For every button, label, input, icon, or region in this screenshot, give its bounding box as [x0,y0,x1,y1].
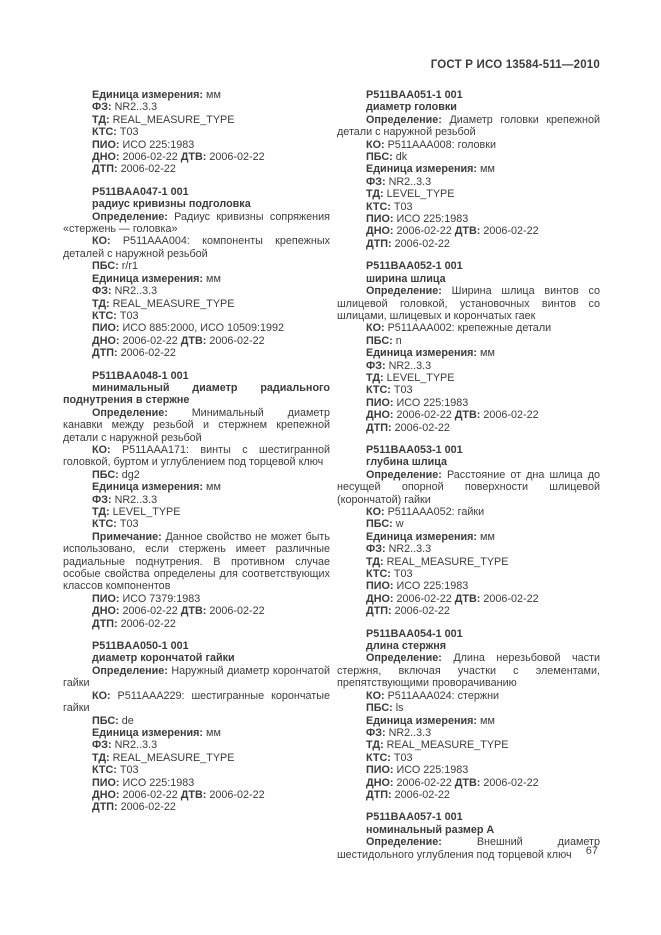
field-value: NR2..3.3 [388,175,432,188]
entry-code [337,260,600,272]
field-value: 2006-02-22 [122,605,181,618]
field-value: мм [480,714,495,727]
field-label: минимальный диаметр радиального поднутрения в стержне [63,381,330,407]
field-value: NR2..3.3 [388,726,432,739]
field-label: ТД: [366,188,387,201]
field-label: Определение: [366,652,454,665]
fz-line [63,739,330,751]
ko-line [337,322,600,334]
pio-line [337,764,600,776]
ko-line [337,506,600,518]
field-value: REAL_MEASURE_TYPE [112,297,235,310]
field-value: мм [480,163,495,176]
td-line [63,752,330,764]
dno-dtv-line [337,225,600,237]
field-value: 2006-02-22 [209,151,265,164]
fz-line [337,727,600,739]
field-label: радиус кривизны подголовка [92,198,251,211]
definition-line [337,285,600,322]
field-label: КО: [366,322,388,335]
field-label: ширина шлица [366,272,446,285]
field-label: КТС: [92,764,120,777]
dno-dtv-line [337,777,600,789]
definition-line [337,114,600,139]
pio-line [337,397,600,409]
field-value: мм [206,481,221,494]
entry-p511baa047 [63,186,330,360]
entry-title [337,824,600,836]
fz-line [63,494,330,506]
field-value: P511AAA008: головки [387,138,497,151]
field-label: P511BAA057-1 001 [366,811,463,824]
column-left [63,89,330,861]
entry-title [63,382,330,407]
field-value: Т03 [119,764,139,777]
field-value: ИСО 885:2000, ИСО 10509:1992 [122,322,285,335]
field-value: r/r1 [121,260,138,273]
entry-continuation [63,89,330,176]
field-label: ТД: [92,297,113,310]
dtp-line [63,618,330,630]
field-label: P511BAA051-1 001 [366,89,463,101]
td-line [63,298,330,310]
entry-p511baa052 [337,260,600,434]
field-value: мм [480,347,495,360]
entry-p511baa050 [63,640,330,814]
td-line [337,739,600,751]
entry-p511baa054 [337,628,600,802]
field-label: КО: [92,689,118,702]
dtp-line [337,605,600,617]
field-label: Определение: [366,113,450,126]
definition-line [63,665,330,690]
field-value: de [121,714,134,727]
td-line [337,372,600,384]
kts-line [63,310,330,322]
field-value: мм [480,530,495,543]
field-label: Определение: [92,664,172,677]
field-value: NR2..3.3 [388,543,432,556]
field-value: мм [206,89,221,101]
field-value: REAL_MEASURE_TYPE [112,113,235,126]
field-value: P511AAA229: шестигранные корончатые гайки [63,689,330,715]
field-value: LEVEL_TYPE [386,371,455,384]
field-label: P511BAA050-1 001 [92,640,189,653]
dtp-line [63,347,330,359]
field-value: n [395,334,402,347]
kts-line [337,384,600,396]
note-line [63,531,330,593]
field-label: ПИО: [92,322,123,335]
field-label: ДТП: [366,237,395,250]
field-label: ФЗ: [366,726,389,739]
kts-line [337,568,600,580]
field-label: ДНО: [92,334,123,347]
field-label: ПБС: [92,714,122,727]
entry-code [337,628,600,640]
field-label: ПБС: [366,334,396,347]
field-label: ТД: [366,371,387,384]
field-value: P511AAA171: винты с шестигранной головкой, буртом и углублением под торцевой ключ [63,443,330,469]
kts-line [337,201,600,213]
dno-dtv-line [63,151,330,163]
field-label: ДТП: [92,347,121,360]
pio-line [337,580,600,592]
kts-line [63,126,330,138]
field-value: 2006-02-22 [483,225,539,238]
kts-line [63,518,330,530]
pbs-line [337,151,600,163]
field-value: NR2..3.3 [388,359,432,372]
field-label: ТД: [92,506,113,518]
fz-line [63,101,330,113]
pio-line [63,777,330,789]
pbs-line [63,260,330,272]
field-value: 2006-02-22 [122,334,181,347]
field-label: ДТП: [92,801,121,814]
field-label: Определение: [92,406,192,419]
field-label: P511BAA052-1 001 [366,260,463,273]
definition-line [337,469,600,506]
field-label: ДТВ: [454,776,484,789]
td-line [337,188,600,200]
field-label: Единица измерения: [366,163,481,176]
field-label: ТД: [92,751,113,764]
field-value: 2006-02-22 [394,605,450,618]
field-label: ТД: [366,555,387,568]
pbs-line [63,715,330,727]
field-label: ПИО: [366,580,397,593]
field-value: 2006-02-22 [394,421,450,434]
entry-title [337,640,600,652]
fz-line [337,360,600,372]
field-label: ДНО: [366,592,397,605]
field-label: КО: [366,689,388,702]
field-label: ТД: [366,739,387,752]
dtp-line [337,422,600,434]
field-value: Длина нерезьбовой части стержня, включая участки с элементами, препятствующими проворачиванию [337,652,600,690]
field-label: КО: [366,506,388,518]
field-label: ПИО: [92,776,123,789]
field-label: Определение: [366,468,447,481]
td-line [63,506,330,518]
field-value: 2006-02-22 [396,776,455,789]
entry-code [63,640,330,652]
field-value: NR2..3.3 [114,739,158,752]
unit-line [63,273,330,285]
field-label: КО: [92,443,122,456]
field-label: ПИО: [92,138,123,151]
field-value: 2006-02-22 [483,409,539,422]
pbs-line [337,702,600,714]
field-label: длина стержня [366,640,447,653]
field-label: ДНО: [92,788,123,801]
field-value: P511AAA024: стержни [387,689,500,702]
field-label: Единица измерения: [92,272,207,285]
entry-code [337,444,600,456]
td-line [63,114,330,126]
page-number: 67 [585,845,598,857]
field-label: ФЗ: [366,175,389,188]
field-label: ДНО: [92,151,123,164]
field-value: 2006-02-22 [122,788,181,801]
field-value: ИСО 225:1983 [396,580,469,593]
field-label: ПИО: [366,213,397,226]
field-value: w [395,518,404,531]
field-value: Внешний диаметр шестидольного углубления под торцевой ключ [337,836,600,861]
field-label: P511BAA047-1 001 [92,185,189,198]
ko-line [63,444,330,469]
field-value: Т03 [393,751,413,764]
field-value: 2006-02-22 [396,592,455,605]
field-value: Минимальный диаметр канавки между резьбой и стержнем крепежной детали с наружной резьбой [63,406,330,444]
field-value: NR2..3.3 [114,493,158,506]
field-label: Определение: [366,836,477,849]
field-label: Единица измерения: [92,726,207,739]
field-label: ПБС: [92,260,122,273]
field-label: P511BAA048-1 001 [92,369,189,382]
field-label: ФЗ: [92,285,115,298]
dno-dtv-line [337,409,600,421]
field-value: 2006-02-22 [120,163,176,176]
field-label: ДТВ: [180,788,210,801]
field-value: dk [395,151,408,164]
field-label: КО: [92,235,123,248]
entry-title [63,198,330,210]
page-footer [63,845,598,857]
field-value: LEVEL_TYPE [386,188,455,201]
content-columns [63,89,600,861]
kts-line [337,752,600,764]
field-value: NR2..3.3 [114,101,158,114]
entry-code [63,370,330,382]
field-label: диаметр корончатой гайки [92,652,235,665]
field-label: Единица измерения: [92,481,207,494]
page-header [63,59,600,71]
field-value: 2006-02-22 [483,776,539,789]
unit-line [337,347,600,359]
field-label: ДТП: [92,617,121,630]
field-label: ДТП: [366,788,395,801]
field-label: ДТП: [366,421,395,434]
field-value: Т03 [119,309,139,322]
field-value: 2006-02-22 [120,347,176,360]
kts-line [63,764,330,776]
ko-line [63,235,330,260]
field-value: ИСО 225:1983 [122,776,195,789]
entry-title [337,101,600,113]
field-label: ПБС: [366,702,396,715]
field-label: КТС: [366,751,394,764]
field-label: номинальный размер А [366,823,495,836]
entry-code [337,89,600,101]
entry-p511baa051 [337,89,600,250]
pbs-line [337,335,600,347]
dno-dtv-line [63,335,330,347]
field-value: P511AAA002: крепежные детали [387,322,552,335]
field-value: dg2 [121,468,140,481]
field-value: Т03 [393,200,413,213]
pbs-line [337,518,600,530]
unit-line [337,531,600,543]
dtp-line [337,238,600,250]
field-label: КТС: [92,309,120,322]
field-value: ИСО 225:1983 [396,213,469,226]
definition-line [337,652,600,689]
field-label: P511BAA054-1 001 [366,627,463,640]
field-value: P511AAA004: компоненты крепежных деталей с наружной резьбой [63,235,330,260]
dtp-line [63,801,330,813]
field-value: 2006-02-22 [396,409,455,422]
field-label: КТС: [366,568,394,581]
field-label: глубина шлица [366,456,448,469]
entry-code [63,186,330,198]
field-label: ДТП: [366,605,395,618]
field-label: Единица измерения: [92,89,207,101]
field-value: Т03 [393,384,413,397]
unit-line [63,481,330,493]
field-value: ИСО 225:1983 [396,764,469,777]
field-value: 2006-02-22 [209,605,265,618]
field-label: КО: [366,138,388,151]
dno-dtv-line [337,593,600,605]
field-label: Единица измерения: [366,347,481,360]
field-value: Т03 [119,518,139,531]
field-value: мм [206,726,221,739]
field-label: КТС: [92,518,120,531]
unit-line [63,89,330,101]
ko-line [337,690,600,702]
entry-title [337,273,600,285]
field-label: ПБС: [92,468,122,481]
standard-number: ГОСТ Р ИСО 13584-511—2010 [430,59,600,71]
field-label: ФЗ: [92,101,115,114]
entry-p511baa053 [337,444,600,618]
field-value: LEVEL_TYPE [112,506,181,518]
field-value: ИСО 7379:1983 [122,592,201,605]
field-label: ФЗ: [92,493,115,506]
td-line [337,556,600,568]
field-label: ДТВ: [180,151,210,164]
field-value: REAL_MEASURE_TYPE [386,739,509,752]
field-value: 2006-02-22 [209,788,265,801]
field-value: Ширина шлица винтов со шлицевой головкой, установочных винтов со шлицами, шлицевых и корончатых гаек [337,285,601,322]
field-value: Данное свойство не может быть использовано, если стержень имеет различные радиальные поднутрения. В противном случае особые свойства определены для соответствующих классов компонентов [63,530,331,593]
field-value: 2006-02-22 [394,237,450,250]
field-value: NR2..3.3 [114,285,158,298]
field-label: Единица измерения: [366,530,481,543]
field-label: ДТВ: [454,409,484,422]
entry-p511baa048 [63,370,330,631]
field-label: ДНО: [366,225,397,238]
field-label: ПИО: [366,396,397,409]
pio-line [63,322,330,334]
fz-line [337,543,600,555]
field-label: КТС: [92,126,120,139]
field-label: ДТВ: [454,225,484,238]
field-label: ДТВ: [180,334,210,347]
dtp-line [337,789,600,801]
dtp-line [63,163,330,175]
field-value: мм [206,272,221,285]
field-value: ls [395,702,404,715]
field-label: КТС: [366,384,394,397]
field-label: ПИО: [366,764,397,777]
dno-dtv-line [63,605,330,617]
dno-dtv-line [63,789,330,801]
definition-line [63,407,330,444]
field-value: 2006-02-22 [120,617,176,630]
field-label: Определение: [366,285,452,298]
field-label: ПБС: [366,151,396,164]
entry-code [337,811,600,823]
field-value: REAL_MEASURE_TYPE [386,555,509,568]
field-label: КТС: [366,200,394,213]
field-label: Примечание: [92,530,166,543]
field-label: ДНО: [366,776,397,789]
fz-line [63,285,330,297]
pio-line [63,593,330,605]
pbs-line [63,469,330,481]
field-label: диаметр головки [366,101,457,114]
fz-line [337,176,600,188]
field-value: Диаметр головки крепежной детали с наружной резьбой [337,113,601,139]
field-label: Определение: [92,210,175,223]
field-value: ИСО 225:1983 [396,396,469,409]
field-label: Единица измерения: [366,714,481,727]
definition-line [63,211,330,236]
field-label: ДТВ: [180,605,210,618]
field-value: Радиус кривизны сопряжения «стержень — головка» [63,210,330,236]
field-value: Расстояние от дна шлица до несущей опорной поверхности шлицевой (корончатой) гайки [337,468,600,506]
field-label: ПБС: [366,518,396,531]
unit-line [337,163,600,175]
field-value: 2006-02-22 [483,592,539,605]
field-label: ДТВ: [454,592,484,605]
pio-line [337,213,600,225]
field-label: P511BAA053-1 001 [366,443,463,456]
field-value: ИСО 225:1983 [122,138,195,151]
column-right [337,89,600,861]
entry-title [63,652,330,664]
field-label: ФЗ: [92,739,115,752]
field-label: ПИО: [92,592,123,605]
field-value: 2006-02-22 [120,801,176,814]
field-value: 2006-02-22 [209,334,265,347]
field-value: P511AAA052: гайки [387,506,485,518]
field-label: ДТП: [92,163,121,176]
field-value: Т03 [119,126,139,139]
field-value: Т03 [393,568,413,581]
ko-line [337,139,600,151]
field-label: ДНО: [366,409,397,422]
ko-line [63,690,330,715]
unit-line [63,727,330,739]
field-label: ФЗ: [366,543,389,556]
field-label: ДНО: [92,605,123,618]
field-label: ТД: [92,113,113,126]
field-label: ФЗ: [366,359,389,372]
entry-title [337,456,600,468]
field-value: REAL_MEASURE_TYPE [112,751,235,764]
field-value: 2006-02-22 [122,151,181,164]
field-value: 2006-02-22 [396,225,455,238]
field-value: Наружный диаметр корончатой гайки [63,664,331,690]
pio-line [63,139,330,151]
field-value: 2006-02-22 [394,788,450,801]
unit-line [337,715,600,727]
